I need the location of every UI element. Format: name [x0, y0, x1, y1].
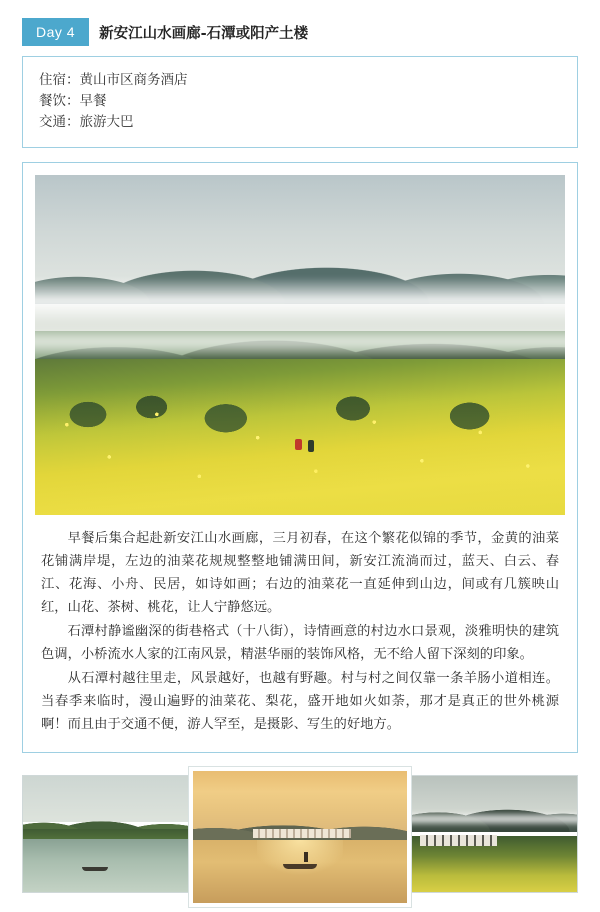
paragraph-2: 石潭村静谧幽深的街巷格式（十八街），诗情画意的村边水口景观，淡雅明快的建筑色调，小桥流水人家的江南风景，精湛华丽的装饰风格，无不给人留下深刻的印象。 — [41, 624, 559, 662]
gallery-thumb-right — [402, 775, 578, 893]
gallery-thumb-center — [189, 767, 411, 907]
info-lodging: 住宿：黄山市区商务酒店 — [39, 72, 188, 88]
photo-rape-flower-layer — [35, 386, 565, 515]
thumb-center-boat — [283, 864, 317, 869]
trip-info-box — [22, 56, 578, 148]
photo-gallery-strip — [22, 767, 578, 907]
thumb-right-houses-layer — [420, 835, 497, 845]
photo-mist-lower-layer — [35, 321, 565, 362]
thumb-right-mist-layer — [402, 811, 578, 827]
thumb-left-water-layer — [23, 839, 197, 892]
thumb-center-sun-glow — [257, 840, 343, 903]
day-header — [22, 14, 578, 56]
info-dining: 餐饮：早餐 — [39, 93, 107, 109]
paragraph-1: 早餐后集合起赴新安江山水画廊，三月初春，在这个繁花似锦的季节，金黄的油菜花铺满岸堤，左边的油菜花规规整整地铺满田间，新安江流淌而过，蓝天、白云、春江、花海、小舟、民居，如诗如画；右边的油菜花一直延伸到山边，间或有几簇映山红，山花、茶树、桃花，让人宁静悠远。 — [41, 531, 559, 615]
thumb-center-village-layer — [253, 829, 351, 838]
gallery-thumb-left — [22, 775, 198, 893]
hero-photo — [35, 175, 565, 515]
description-text-block — [35, 515, 565, 738]
paragraph-3: 从石潭村越往里走，风景越好，也越有野趣。村与村之间仅靠一条羊肠小道相连。当春季来临时，漫山遍野的油菜花、梨花，盛开地如火如荼，那才是真正的世外桃源啊！而且由于交通不便，游人罕至，是摄影、写生的好地方。 — [41, 671, 559, 732]
content-box — [22, 162, 578, 753]
day-badge: Day 4 — [22, 18, 89, 46]
page-title: 新安江山水画廊-石潭或阳产土楼 — [99, 25, 309, 42]
info-transport: 交通：旅游大巴 — [39, 114, 134, 130]
photo-figure-red — [295, 439, 302, 450]
photo-figure-dark — [308, 440, 314, 452]
thumb-left-boat — [82, 867, 108, 871]
thumb-center-boatman — [304, 852, 308, 862]
